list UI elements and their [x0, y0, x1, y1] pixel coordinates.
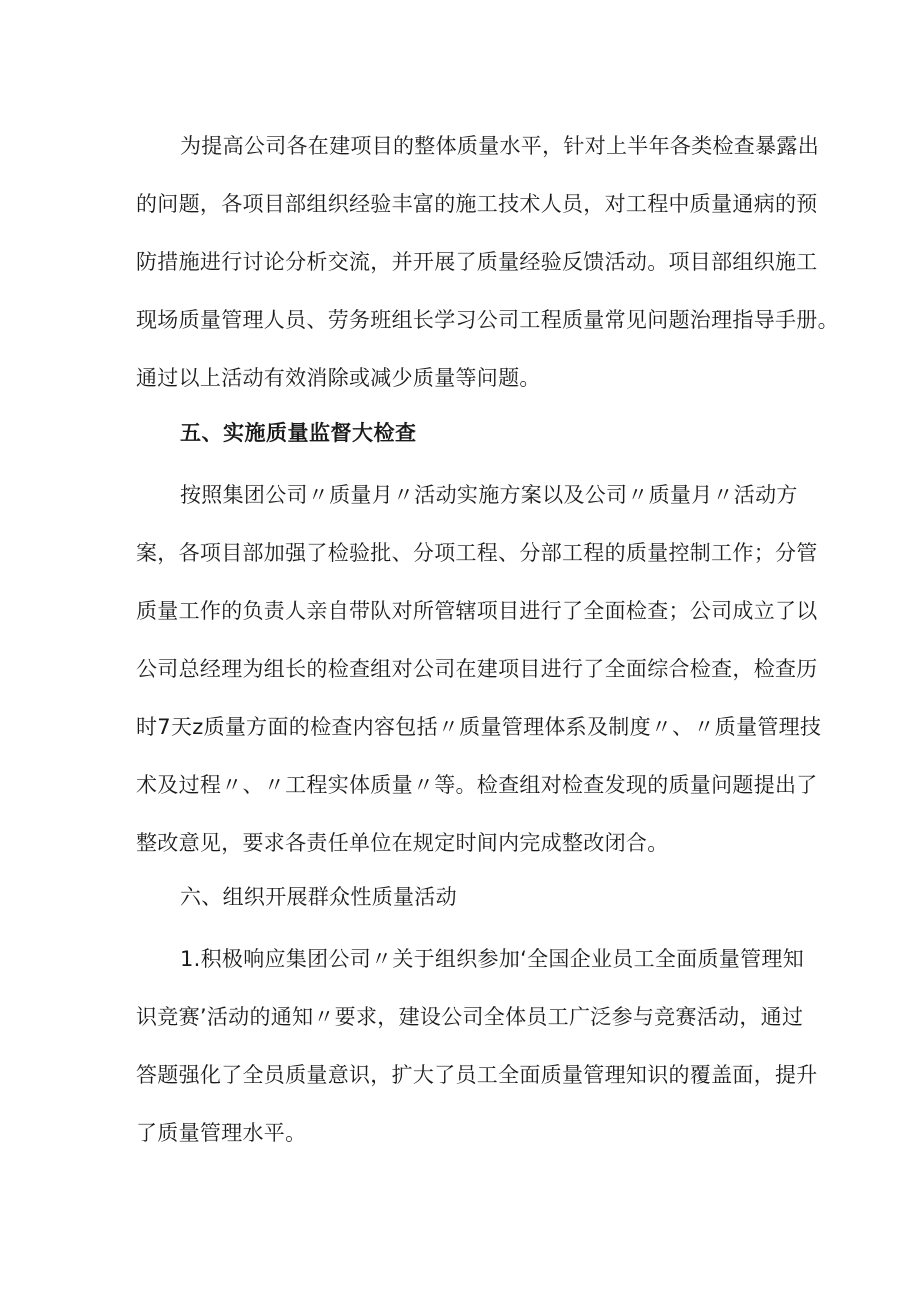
paragraph-quality-experience	[136, 117, 839, 407]
paragraph-line: 术及过程〃、〃工程实体质量〃等。检查组对检查发现的质量问题提出了	[136, 773, 818, 797]
paragraph-line: 答题强化了全员质量意识，扩大了员工全面质量管理知识的覆盖面，提升	[136, 1063, 818, 1087]
paragraph-line: 现场质量管理人员、劳务班组长学习公司工程质量常见问题治理指导手册。	[136, 308, 839, 332]
paragraph-line: 防措施进行讨论分析交流，并开展了质量经验反馈活动。项目部组织施工	[136, 250, 818, 274]
paragraph-line: 时7天z质量方面的检查内容包括〃质量管理体系及制度〃、〃质量管理技	[136, 715, 822, 739]
paragraph-line: 案，各项目部加强了检验批、分项工程、分部工程的质量控制工作；分管	[136, 541, 818, 565]
paragraph-line: 了质量管理水平。	[136, 1121, 307, 1145]
section-5-body	[136, 466, 822, 872]
paragraph-line: 质量工作的负责人亲自带队对所管辖项目进行了全面检查；公司成立了以	[136, 599, 818, 623]
paragraph-line: 为提高公司各在建项目的整体质量水平，针对上半年各类检查暴露出	[180, 134, 819, 158]
section-heading: 五、实施质量监督大检查	[180, 421, 417, 445]
section-6	[136, 868, 796, 926]
paragraph-line: 整改意见，要求各责任单位在规定时间内完成整改闭合。	[136, 831, 669, 855]
section-heading: 六、组织开展群众性质量活动	[180, 885, 457, 909]
paragraph-line: 1.积极响应集团公司〃关于组织参加‘全国企业员工全面质量管理知	[180, 947, 805, 971]
paragraph-line: 识竞赛’活动的通知〃要求，建设公司全体员工广泛参与竞赛活动，通过	[136, 1005, 804, 1029]
section-6-body	[136, 930, 818, 1162]
paragraph-line: 通过以上活动有效消除或减少质量等问题。	[136, 366, 541, 390]
paragraph-line: 公司总经理为组长的检查组对公司在建项目进行了全面综合检查，检查历	[136, 657, 818, 681]
section-5	[136, 404, 796, 462]
paragraph-line: 按照集团公司〃质量月〃活动实施方案以及公司〃质量月〃活动方	[180, 483, 798, 507]
paragraph-line: 的问题，各项目部组织经验丰富的施工技术人员，对工程中质量通病的预	[136, 192, 818, 216]
